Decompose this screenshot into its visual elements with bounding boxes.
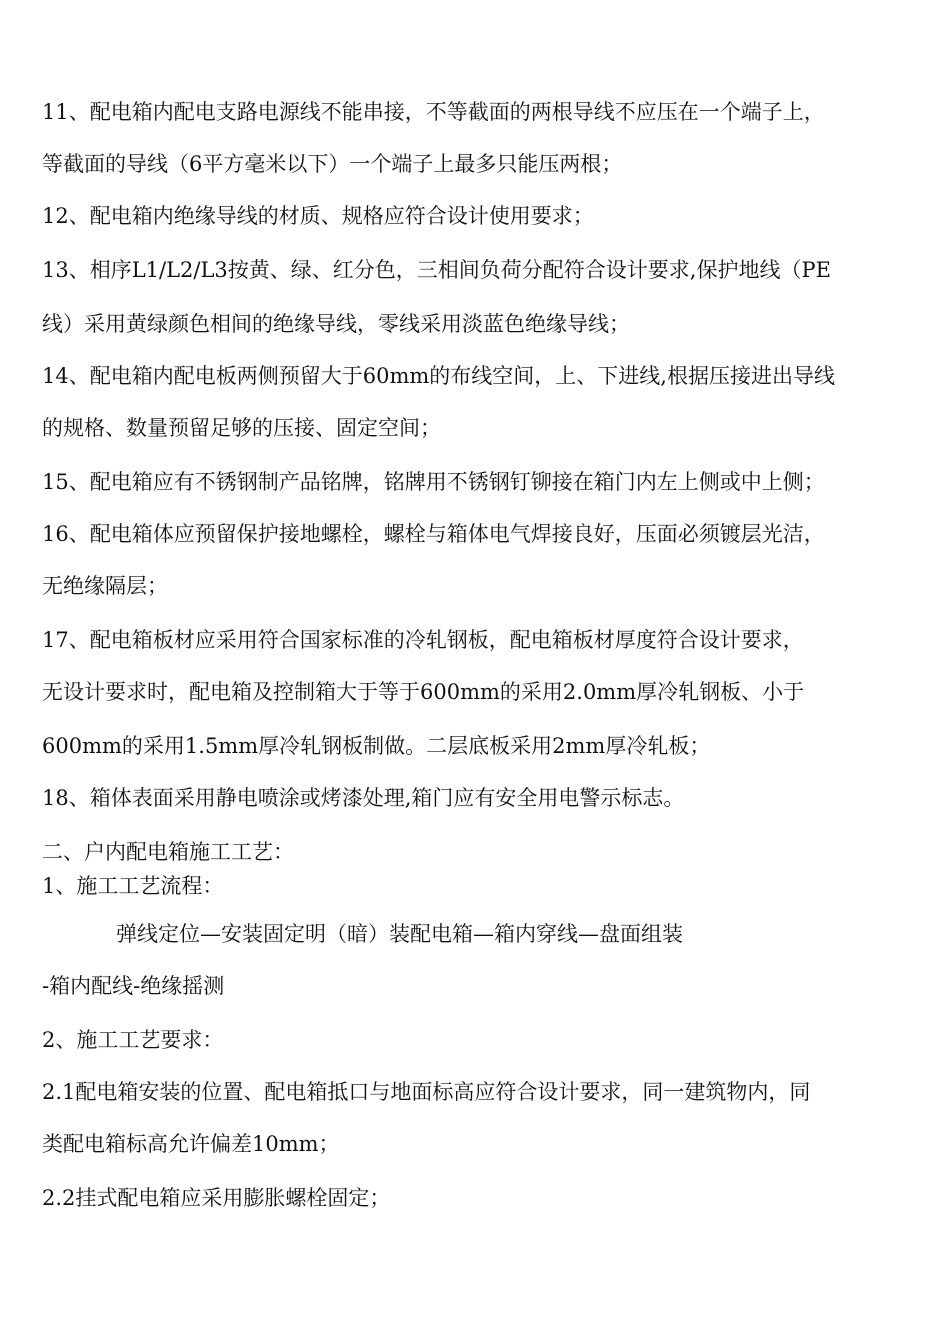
item-12-line-1: 12、配电箱内绝缘导线的材质、规格应符合设计使用要求； bbox=[42, 204, 594, 228]
item-14-line-1: 14、配电箱内配电板两侧预留大于60mm的布线空间，上、下进线,根据压接进出导线 bbox=[42, 364, 835, 388]
item-17-line-3: 600mm的采用1.5mm厚冷轧钢板制做。二层底板采用2mm厚冷轧板； bbox=[42, 734, 711, 758]
item-2-2-line-1: 2.2挂式配电箱应采用膨胀螺栓固定； bbox=[42, 1186, 391, 1210]
item-17-line-1: 17、配电箱板材应采用符合国家标准的冷轧钢板，配电箱板材厚度符合设计要求， bbox=[42, 628, 804, 652]
item-16-line-2: 无绝缘隔层； bbox=[42, 574, 168, 598]
item-11-line-2: 等截面的导线（6平方毫米以下）一个端子上最多只能压两根； bbox=[42, 152, 623, 176]
item-13-line-2: 线）采用黄绿颜色相间的绝缘导线，零线采用淡蓝色绝缘导线； bbox=[42, 312, 630, 336]
item-15-line-1: 15、配电箱应有不锈钢制产品铭牌，铭牌用不锈钢钉铆接在箱门内左上侧或中上侧； bbox=[42, 470, 825, 494]
subheading-process-flow: 1、施工工艺流程： bbox=[42, 874, 224, 898]
item-13-line-1: 13、相序L1/L2/L3按黄、绿、红分色，三相间负荷分配符合设计要求,保护地线（PE bbox=[42, 258, 831, 282]
item-2-1-line-2: 类配电箱标高允许偏差10mm； bbox=[42, 1132, 340, 1156]
item-11-line-1: 11、配电箱内配电支路电源线不能串接，不等截面的两根导线不应压在一个端子上， bbox=[42, 100, 825, 124]
item-2-1-line-1: 2.1配电箱安装的位置、配电箱抵口与地面标高应符合设计要求，同一建筑物内，同 bbox=[42, 1080, 811, 1104]
item-18-line-1: 18、箱体表面采用静电喷涂或烤漆处理,箱门应有安全用电警示标志。 bbox=[42, 786, 685, 810]
item-17-line-2: 无设计要求时，配电箱及控制箱大于等于600mm的采用2.0mm厚冷轧钢板、小于 bbox=[42, 680, 805, 704]
process-flow-line-1: 弹线定位—安装固定明（暗）装配电箱—箱内穿线—盘面组装 bbox=[116, 922, 683, 946]
item-16-line-1: 16、配电箱体应预留保护接地螺栓，螺栓与箱体电气焊接良好，压面必须镀层光洁， bbox=[42, 522, 825, 546]
section-heading: 二、户内配电箱施工工艺： bbox=[42, 840, 294, 864]
process-flow-line-2: -箱内配线-绝缘摇测 bbox=[42, 974, 225, 998]
item-14-line-2: 的规格、数量预留足够的压接、固定空间； bbox=[42, 416, 441, 440]
subheading-requirements: 2、施工工艺要求： bbox=[42, 1028, 224, 1052]
